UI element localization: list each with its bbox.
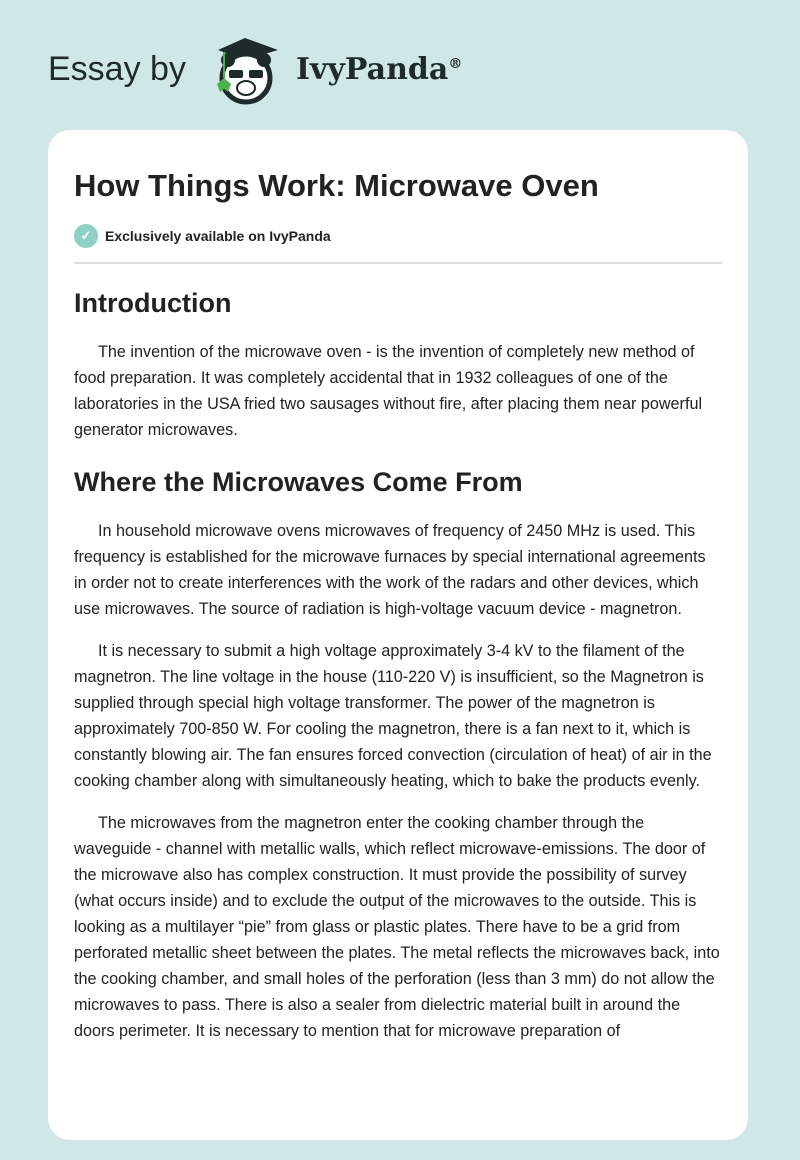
check-icon: ✓ <box>74 224 98 248</box>
divider <box>74 262 722 264</box>
essay-by-label: Essay by <box>48 50 186 88</box>
essay-card <box>48 130 748 1140</box>
page-title: How Things Work: Microwave Oven <box>74 168 599 203</box>
paragraph: The microwaves from the magnetron enter the cooking chamber through the waveguide - channel with metallic walls, which reflect microwave-emissions. The door of the microwave also has complex construction. It must provide the possibility of survey (what occurs inside) and to exclude the output of the microwaves to the outside. This is looking as a multilayer “pie” from glass or plastic plates. There have to be a grid from perforated metallic sheet between the plates. The metal reflects the microwaves back, into the cooking chamber, and small holes of the perforation (less than 3 mm) do not allow the microwaves to pass. There is also a sealer from dielectric material built in around the doors perimeter. It is necessary to mention that for microwave preparation of <box>74 814 720 1040</box>
section-heading: Introduction <box>74 288 232 318</box>
site-header <box>0 36 800 106</box>
brand-name[interactable] <box>296 52 462 87</box>
paragraph: It is necessary to submit a high voltage approximately 3-4 kV to the filament of the magnetron. The line voltage in the house (110-220 V) is insufficient, so the Magnetron is supplied through special high voltage transformer. The power of the magnetron is approximately 700-850 W. For cooling the magnetron, there is a fan next to it, which is constantly blowing air. The fan ensures forced convection (circulation of heat) of air in the cooking chamber along with simultaneously heating, which to bake the products evenly. <box>74 642 712 790</box>
exclusive-badge <box>74 224 722 248</box>
registered-mark: ® <box>448 56 463 72</box>
brand-text: IvyPanda <box>296 52 449 87</box>
badge-label: Exclusively available on IvyPanda <box>105 228 331 244</box>
paragraph: The invention of the microwave oven - is the invention of completely new method of food preparation. It was completely accidental that in 1932 colleagues of one of the laboratories in the USA fried two sausages without fire, after placing them near powerful generator microwaves. <box>74 343 703 439</box>
paragraph: In household microwave ovens microwaves of frequency of 2450 MHz is used. This frequency is established for the microwave furnaces by special international agreements in order not to create interferences with the work of the radars and other devices, which use microwaves. The source of radiation is high-voltage vacuum device - magnetron. <box>74 522 706 618</box>
section-heading: Where the Microwaves Come From <box>74 467 523 497</box>
panda-logo-icon[interactable] <box>200 36 290 106</box>
